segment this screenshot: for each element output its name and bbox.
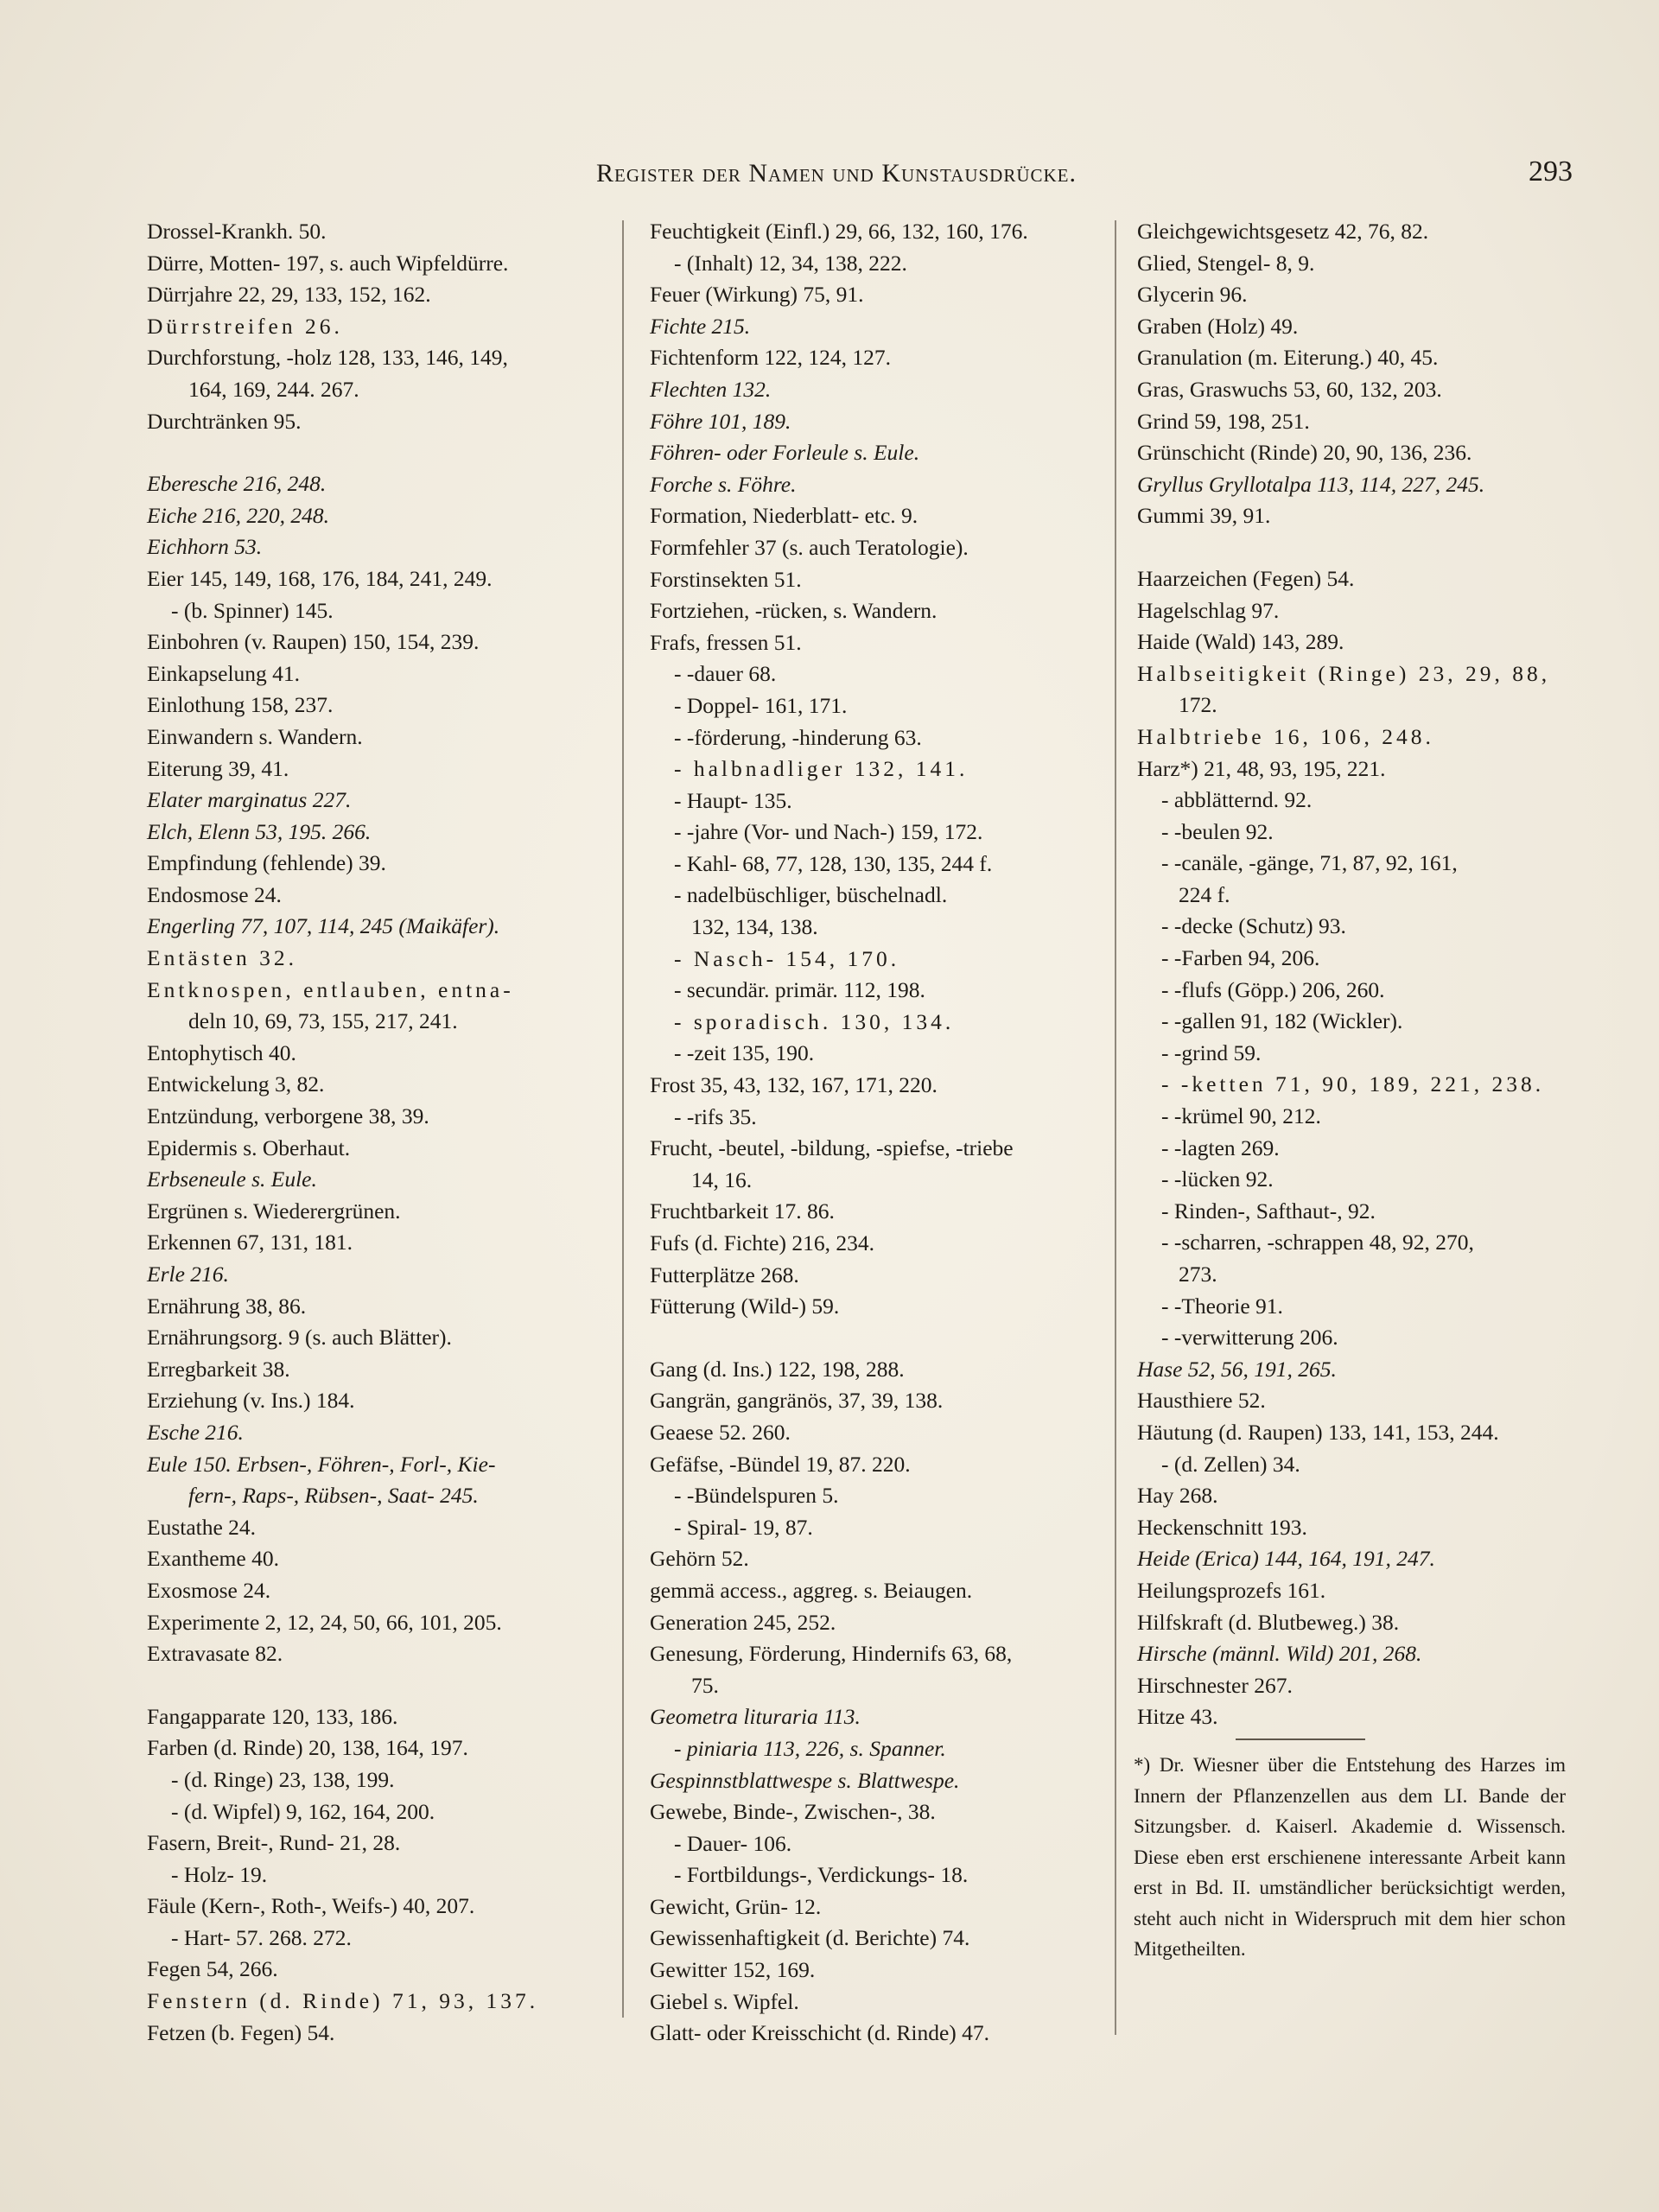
index-entry: Fäule (Kern-, Roth-, Weifs-) 40, 207. xyxy=(147,1893,475,1919)
index-entry: Generation 245, 252. xyxy=(650,1609,836,1635)
index-entry: Fichte 215. xyxy=(650,313,751,339)
index-entry-continuation: fern-, Raps-, Rübsen-, Saat- 245. xyxy=(188,1483,479,1509)
index-entry: Experimente 2, 12, 24, 50, 66, 101, 205. xyxy=(147,1609,502,1635)
index-subentry: - -flufs (Göpp.) 206, 260. xyxy=(1161,976,1385,1002)
index-subentry: - Hart- 57. 268. 272. xyxy=(171,1924,352,1950)
index-entry: Gangrän, gangränös, 37, 39, 138. xyxy=(650,1388,944,1414)
index-entry: Fufs (d. Fichte) 216, 234. xyxy=(650,1230,874,1255)
index-entry: Haarzeichen (Fegen) 54. xyxy=(1137,565,1355,591)
index-column-3 xyxy=(1137,216,1578,1733)
index-subentry: - Dauer- 106. xyxy=(674,1830,792,1856)
index-entry-continuation: 132, 134, 138. xyxy=(691,914,818,940)
index-entry: Elch, Elenn 53, 195. 266. xyxy=(147,818,372,844)
index-entry: Fruchtbarkeit 17. 86. xyxy=(650,1198,835,1224)
index-entry: Fegen 54, 266. xyxy=(147,1956,278,1982)
index-entry: Eier 145, 149, 168, 176, 184, 241, 249. xyxy=(147,565,493,591)
index-entry: Heckenschnitt 193. xyxy=(1137,1514,1307,1540)
index-subentry: - secundär. primär. 112, 198. xyxy=(674,977,925,1003)
index-entry: Dürrstreifen 26. xyxy=(147,313,343,339)
index-subentry: - -dauer 68. xyxy=(674,661,777,687)
index-entry: Entästen 32. xyxy=(147,945,298,971)
index-entry: Eiche 216, 220, 248. xyxy=(147,502,330,528)
index-entry: Fichtenform 122, 124, 127. xyxy=(650,345,892,371)
index-entry: Empfindung (fehlende) 39. xyxy=(147,850,386,876)
index-subentry: - Kahl- 68, 77, 128, 130, 135, 244 f. xyxy=(674,850,993,876)
index-entry: Farben (d. Rinde) 20, 138, 164, 197. xyxy=(147,1735,468,1761)
index-entry: Gryllus Gryllotalpa 113, 114, 227, 245. xyxy=(1137,471,1485,497)
index-subentry: - -grind 59. xyxy=(1161,1039,1262,1065)
index-entry: Gewicht, Grün- 12. xyxy=(650,1893,822,1919)
index-entry: Gewissenhaftigkeit (d. Berichte) 74. xyxy=(650,1925,970,1951)
index-subentry: - (d. Ringe) 23, 138, 199. xyxy=(171,1766,395,1792)
page-header xyxy=(147,152,1573,195)
index-entry: Föhren- oder Forleule s. Eule. xyxy=(650,440,920,466)
index-entry: Grind 59, 198, 251. xyxy=(1137,408,1310,434)
column-divider xyxy=(1115,220,1116,2035)
index-entry: Giebel s. Wipfel. xyxy=(650,1988,799,2014)
index-entry: Fangapparate 120, 133, 186. xyxy=(147,1703,398,1729)
index-subentry: - piniaria 113, 226, s. Spanner. xyxy=(674,1735,946,1761)
index-entry: Häutung (d. Raupen) 133, 141, 153, 244. xyxy=(1137,1419,1499,1445)
index-subentry: - Holz- 19. xyxy=(171,1861,268,1887)
index-subentry: - -canäle, -gänge, 71, 87, 92, 161, xyxy=(1161,850,1458,876)
index-subentry: - Rinden-, Safthaut-, 92. xyxy=(1161,1198,1376,1224)
index-entry: Gang (d. Ins.) 122, 198, 288. xyxy=(650,1356,905,1382)
page-number: 293 xyxy=(1529,156,1573,188)
index-subentry: - -verwitterung 206. xyxy=(1161,1325,1338,1351)
index-entry: Halbtriebe 16, 106, 248. xyxy=(1137,723,1434,749)
index-entry: Hausthiere 52. xyxy=(1137,1388,1266,1414)
index-subentry: - halbnadliger 132, 141. xyxy=(674,756,969,782)
index-entry-continuation: 75. xyxy=(691,1672,719,1698)
index-entry: Hagelschlag 97. xyxy=(1137,597,1280,623)
index-subentry: - -beulen 92. xyxy=(1161,818,1274,844)
index-subentry: - -scharren, -schrappen 48, 92, 270, xyxy=(1161,1230,1474,1255)
index-entry: Fetzen (b. Fegen) 54. xyxy=(147,2019,335,2045)
index-entry-continuation: 273. xyxy=(1179,1262,1217,1287)
index-subentry: - (d. Zellen) 34. xyxy=(1161,1451,1300,1477)
index-subentry: - -förderung, -hinderung 63. xyxy=(674,724,922,750)
index-entry: Entwickelung 3, 82. xyxy=(147,1071,325,1097)
index-entry: Hirsche (männl. Wild) 201, 268. xyxy=(1137,1641,1422,1667)
index-entry-continuation: 164, 169, 244. 267. xyxy=(188,376,359,402)
index-entry: Föhre 101, 189. xyxy=(650,408,791,434)
index-entry: Forstinsekten 51. xyxy=(650,566,802,592)
index-entry: Gewitter 152, 169. xyxy=(650,1957,816,1983)
index-entry: Gehörn 52. xyxy=(650,1546,749,1572)
index-entry: gemmä access., aggreg. s. Beiaugen. xyxy=(650,1577,973,1603)
index-entry: Frost 35, 43, 132, 167, 171, 220. xyxy=(650,1072,938,1098)
index-entry: Extravasate 82. xyxy=(147,1641,283,1667)
index-entry: Granulation (m. Eiterung.) 40, 45. xyxy=(1137,345,1439,371)
index-entry: Hilfskraft (d. Blutbeweg.) 38. xyxy=(1137,1609,1400,1635)
index-entry: Feuchtigkeit (Einfl.) 29, 66, 132, 160, 176. xyxy=(650,219,1028,244)
index-subentry: - -lücken 92. xyxy=(1161,1166,1274,1192)
index-entry: Harz*) 21, 48, 93, 195, 221. xyxy=(1137,755,1386,781)
index-entry: Formfehler 37 (s. auch Teratologie). xyxy=(650,534,969,560)
index-column-2 xyxy=(650,216,1090,2050)
index-entry: Durchforstung, -holz 128, 133, 146, 149, xyxy=(147,345,508,371)
index-entry: Gefäfse, -Bündel 19, 87. 220. xyxy=(650,1451,911,1477)
index-entry: Genesung, Förderung, Hindernifs 63, 68, xyxy=(650,1641,1013,1667)
column-divider xyxy=(622,220,624,2018)
index-entry: Erziehung (v. Ins.) 184. xyxy=(147,1388,355,1414)
index-entry: Flechten 132. xyxy=(650,376,772,402)
index-entry: Forche s. Föhre. xyxy=(650,471,797,497)
index-entry: Entzündung, verborgene 38, 39. xyxy=(147,1103,429,1129)
footnote: *) Dr. Wiesner über die Entstehung des Harzes im Innern der Pflanzenzellen aus dem LI. Bande der Sitzungsber. d. Kaiserl. Akademie d. Wissensch. Diese eben erst erschienene interessante Arbeit kann erst in Bd. II. umständlicher berücksichtigt werden, steht auch nicht in Widerspruch mit dem hier schon Mitgetheilten. xyxy=(1134,1754,1566,1960)
index-entry: Einwandern s. Wandern. xyxy=(147,723,363,749)
section-gap xyxy=(650,1323,1090,1354)
index-entry: Durchtränken 95. xyxy=(147,408,302,434)
index-subentry: - -jahre (Vor- und Nach-) 159, 172. xyxy=(674,819,983,845)
index-entry: Ergrünen s. Wiederergrünen. xyxy=(147,1198,401,1224)
index-entry-continuation: 14, 16. xyxy=(691,1166,753,1192)
index-entry: Erregbarkeit 38. xyxy=(147,1356,290,1382)
index-entry: Frafs, fressen 51. xyxy=(650,629,802,655)
index-entry: Einkapselung 41. xyxy=(147,660,301,686)
section-gap xyxy=(147,437,622,468)
index-entry: Entophytisch 40. xyxy=(147,1039,296,1065)
index-entry: Fütterung (Wild-) 59. xyxy=(650,1294,840,1319)
index-subentry: - abblätternd. 92. xyxy=(1161,787,1313,813)
index-subentry: - -Bündelspuren 5. xyxy=(674,1483,839,1509)
index-entry-continuation: 172. xyxy=(1179,692,1217,718)
index-entry: Einbohren (v. Raupen) 150, 154, 239. xyxy=(147,629,480,655)
index-subentry: - Haupt- 135. xyxy=(674,787,792,813)
running-title: Register der Namen und Kunstausdrücke. xyxy=(596,159,1077,188)
index-subentry: - sporadisch. 130, 134. xyxy=(674,1008,955,1034)
index-subentry: - -gallen 91, 182 (Wickler). xyxy=(1161,1008,1403,1034)
index-entry: Hase 52, 56, 191, 265. xyxy=(1137,1356,1337,1382)
index-entry: Gras, Graswuchs 53, 60, 132, 203. xyxy=(1137,376,1442,402)
index-entry: Erle 216. xyxy=(147,1262,229,1287)
index-subentry: - -rifs 35. xyxy=(674,1103,757,1129)
index-entry: Graben (Holz) 49. xyxy=(1137,313,1299,339)
index-entry: Glycerin 96. xyxy=(1137,282,1248,308)
index-entry: Eustathe 24. xyxy=(147,1514,257,1540)
index-entry: Eichhorn 53. xyxy=(147,534,263,560)
index-entry: Glied, Stengel- 8, 9. xyxy=(1137,250,1315,276)
index-entry: Dürrjahre 22, 29, 133, 152, 162. xyxy=(147,282,431,308)
section-gap xyxy=(1137,532,1578,563)
index-entry: Esche 216. xyxy=(147,1419,244,1445)
index-entry: Eberesche 216, 248. xyxy=(147,471,327,497)
index-subentry: - (d. Wipfel) 9, 162, 164, 200. xyxy=(171,1798,435,1824)
index-subentry: - Doppel- 161, 171. xyxy=(674,692,848,718)
index-entry: Fenstern (d. Rinde) 71, 93, 137. xyxy=(147,1988,539,2014)
index-entry: Hitze 43. xyxy=(1137,1704,1218,1730)
index-subentry: - Fortbildungs-, Verdickungs- 18. xyxy=(674,1862,969,1888)
index-entry: Erbseneule s. Eule. xyxy=(147,1166,317,1192)
index-entry: Geaese 52. 260. xyxy=(650,1419,791,1445)
index-entry: Heide (Erica) 144, 164, 191, 247. xyxy=(1137,1546,1435,1572)
index-subentry: - -ketten 71, 90, 189, 221, 238. xyxy=(1161,1071,1545,1097)
index-entry: Hirschnester 267. xyxy=(1137,1672,1293,1698)
index-entry: Heilungsprozefs 161. xyxy=(1137,1577,1326,1603)
index-entry: Ernährungsorg. 9 (s. auch Blätter). xyxy=(147,1325,452,1351)
index-entry: Frucht, -beutel, -bildung, -spiefse, -triebe xyxy=(650,1135,1014,1161)
index-entry: Gespinnstblattwespe s. Blattwespe. xyxy=(650,1767,960,1793)
index-subentry: - nadelbüschliger, büschelnadl. xyxy=(674,882,948,908)
footnote-rule xyxy=(1236,1738,1365,1740)
index-entry: Dürre, Motten- 197, s. auch Wipfeldürre. xyxy=(147,250,509,276)
index-entry: Fasern, Breit-, Rund- 21, 28. xyxy=(147,1830,401,1856)
index-entry: Feuer (Wirkung) 75, 91. xyxy=(650,282,864,308)
index-entry: Einlothung 158, 237. xyxy=(147,692,334,718)
index-subentry: - -Theorie 91. xyxy=(1161,1293,1283,1319)
index-entry: Gleichgewichtsgesetz 42, 76, 82. xyxy=(1137,219,1429,244)
index-subentry: - (Inhalt) 12, 34, 138, 222. xyxy=(674,250,907,276)
index-entry: Exantheme 40. xyxy=(147,1546,279,1572)
index-entry-continuation: 224 f. xyxy=(1179,881,1230,907)
index-entry: Exosmose 24. xyxy=(147,1577,271,1603)
index-entry: Grünschicht (Rinde) 20, 90, 136, 236. xyxy=(1137,440,1472,466)
index-entry: Eiterung 39, 41. xyxy=(147,755,289,781)
index-entry: Drossel-Krankh. 50. xyxy=(147,219,327,244)
index-entry: Halbseitigkeit (Ringe) 23, 29, 88, xyxy=(1137,660,1551,686)
index-subentry: - -krümel 90, 212. xyxy=(1161,1103,1321,1129)
index-entry: Haide (Wald) 143, 289. xyxy=(1137,629,1344,655)
index-subentry: - -zeit 135, 190. xyxy=(674,1040,815,1066)
index-entry: Ernährung 38, 86. xyxy=(147,1293,307,1319)
index-entry: Erkennen 67, 131, 181. xyxy=(147,1230,353,1255)
index-entry: Fortziehen, -rücken, s. Wandern. xyxy=(650,598,938,624)
index-entry: Hay 268. xyxy=(1137,1483,1218,1509)
index-subentry: - -Farben 94, 206. xyxy=(1161,945,1320,971)
index-entry: Eule 150. Erbsen-, Föhren-, Forl-, Kie- xyxy=(147,1451,496,1477)
index-entry: Formation, Niederblatt- etc. 9. xyxy=(650,503,918,529)
section-gap xyxy=(147,1670,622,1701)
index-entry: Futterplätze 268. xyxy=(650,1262,799,1287)
index-subentry: - -decke (Schutz) 93. xyxy=(1161,913,1346,939)
index-entry: Elater marginatus 227. xyxy=(147,787,352,813)
index-subentry: - (b. Spinner) 145. xyxy=(171,597,334,623)
index-subentry: - Spiral- 19, 87. xyxy=(674,1514,813,1540)
index-entry: Gummi 39, 91. xyxy=(1137,503,1271,529)
index-entry: Endosmose 24. xyxy=(147,881,282,907)
index-entry: Glatt- oder Kreisschicht (d. Rinde) 47. xyxy=(650,2020,990,2046)
index-entry: Gewebe, Binde-, Zwischen-, 38. xyxy=(650,1799,936,1825)
index-subentry: - Nasch- 154, 170. xyxy=(674,945,900,971)
index-subentry: - -lagten 269. xyxy=(1161,1135,1280,1160)
index-column-1 xyxy=(147,216,622,2049)
index-entry-continuation: deln 10, 69, 73, 155, 217, 241. xyxy=(188,1008,458,1034)
index-entry: Epidermis s. Oberhaut. xyxy=(147,1135,351,1160)
index-entry: Geometra lituraria 113. xyxy=(650,1704,861,1730)
index-entry: Entknospen, entlauben, entna- xyxy=(147,976,514,1002)
index-entry: Engerling 77, 107, 114, 245 (Maikäfer). xyxy=(147,913,500,939)
